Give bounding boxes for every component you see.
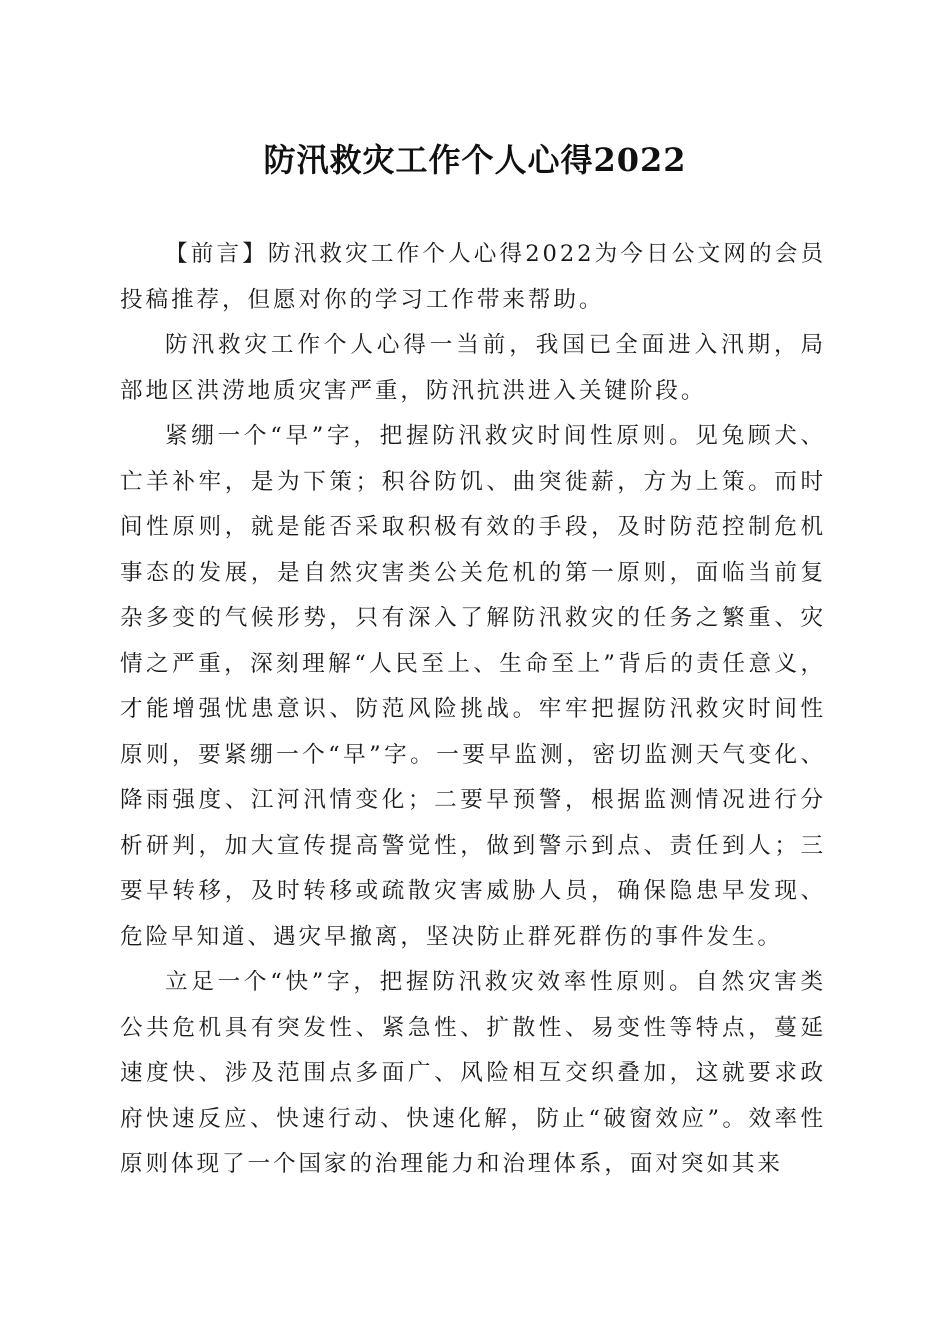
paragraph-fast-principle: 立足一个“快”字，把握防汛救灾效率性原则。自然灾害类公共危机具有突发性、紧急性、扩散性、易变性等特点，蔓延速度快、涉及范围点多面广、风险相互交织叠加，这就要求政府快速反应、快速行动、快速化解，防止“破窗效应”。效率性原则体现了一个国家的治理能力和治理体系，面对突如其来 <box>120 969 826 1177</box>
document-title: 防汛救灾工作个人心得2022 <box>263 141 687 179</box>
paragraph-intro: 防汛救灾工作个人心得一当前，我国已全面进入汛期，局部地区洪涝地质灾害严重，防汛抗洪进入关键阶段。 <box>120 332 826 404</box>
paragraph-preface: 【前言】防汛救灾工作个人心得2022为今日公文网的会员投稿推荐，但愿对你的学习工作带来帮助。 <box>120 241 826 313</box>
document-body <box>120 232 826 1188</box>
paragraph-early-principle: 紧绷一个“早”字，把握防汛救灾时间性原则。见兔顾犬、亡羊补牢，是为下策；积谷防饥、曲突徙薪，方为上策。而时间性原则，就是能否采取积极有效的手段，及时防范控制危机事态的发展，是自然灾害类公关危机的第一原则，面临当前复杂多变的气候形势，只有深入了解防汛救灾的任务之繁重、灾情之严重，深刻理解“人民至上、生命至上”背后的责任意义，才能增强忧患意识、防范风险挑战。牢牢把握防汛救灾时间性原则，要紧绷一个“早”字。一要早监测，密切监测天气变化、降雨强度、江河汛情变化；二要早预警，根据监测情况进行分析研判，加大宣传提高警觉性，做到警示到点、责任到人；三要早转移，及时转移或疏散灾害威胁人员，确保隐患早发现、危险早知道、遇灾早撤离，坚决防止群死群伤的事件发生。 <box>120 423 826 950</box>
